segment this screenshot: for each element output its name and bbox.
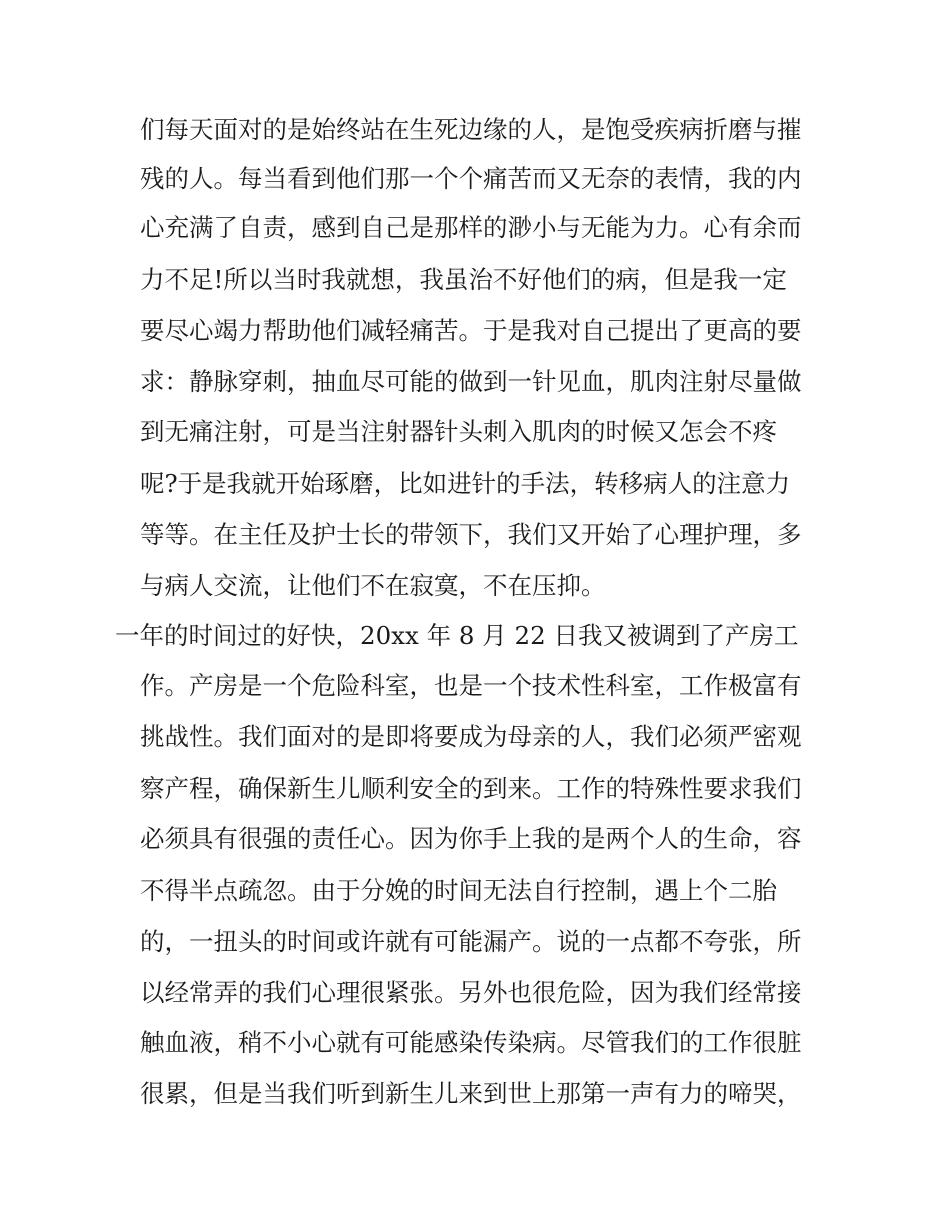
text-line: 很累，但是当我们听到新生儿来到世上那第一声有力的啼哭， — [140, 1079, 802, 1108]
text-line: 要尽心竭力帮助他们减轻痛苦。于是我对自己提出了更高的要 — [140, 316, 802, 345]
text-line: 必须具有很强的责任心。因为你手上我的是两个人的生命，容 — [140, 824, 802, 853]
text-line: 残的人。每当看到他们那一个个痛苦而又无奈的表情，我的内 — [140, 164, 802, 193]
text-line: 力不足!所以当时我就想，我虽治不好他们的病，但是我一定 — [140, 265, 787, 294]
text-line: 触血液，稍不小心就有可能感染传染病。尽管我们的工作很脏 — [140, 1028, 802, 1057]
text-line: 一年的时间过的好快，20xx 年 8 月 22 日我又被调到了产房工 — [115, 621, 799, 650]
text-line: 以经常弄的我们心理很紧张。另外也很危险，因为我们经常接 — [140, 978, 802, 1007]
text-line: 心充满了自责，感到自己是那样的渺小与无能为力。心有余而 — [140, 213, 802, 242]
text-line: 察产程，确保新生儿顺利安全的到来。工作的特殊性要求我们 — [140, 774, 802, 803]
text-line: 作。产房是一个危险科室，也是一个技术性科室，工作极富有 — [140, 671, 802, 700]
text-line: 等等。在主任及护士长的带领下，我们又开始了心理护理，多 — [140, 520, 802, 549]
text-line: 呢?于是我就开始琢磨，比如进针的手法，转移病人的注意力 — [140, 469, 791, 498]
text-line: 的，一扭头的时间或许就有可能漏产。说的一点都不夸张，所 — [140, 927, 802, 956]
text-line: 挑战性。我们面对的是即将要成为母亲的人，我们必须严密观 — [140, 722, 802, 751]
text-line: 与病人交流，让他们不在寂寞，不在压抑。 — [140, 571, 606, 600]
text-line: 到无痛注射，可是当注射器针头刺入肌肉的时候又怎会不疼 — [140, 417, 777, 446]
text-line: 求：静脉穿刺，抽血尽可能的做到一针见血，肌肉注射尽量做 — [140, 367, 802, 396]
text-line: 不得半点疏忽。由于分娩的时间无法自行控制，遇上个二胎 — [140, 876, 777, 905]
text-line: 们每天面对的是始终站在生死边缘的人，是饱受疾病折磨与摧 — [140, 115, 802, 144]
